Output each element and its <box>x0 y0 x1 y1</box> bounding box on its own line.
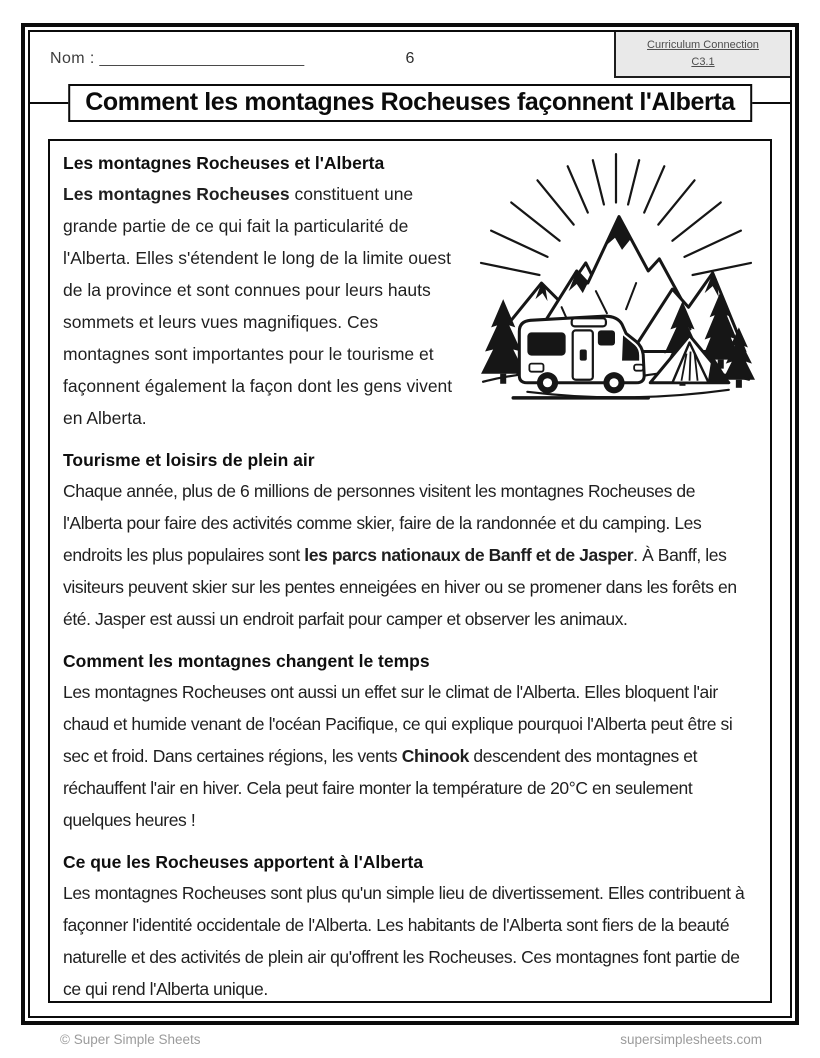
text-segment: Les montagnes Rocheuses ont aussi un effet sur le climat de l'Alberta. Elles bloquent l'air chaud et humide venant de l'océan Pacifique, ce qui explique pourquoi l'Alberta peut être si sec et froid. Dans certaines régions, les vents <box>63 682 733 766</box>
worksheet-page <box>21 23 799 1025</box>
footer-copyright: © Super Simple Sheets <box>60 1032 201 1047</box>
text-segment: descendent des montagnes et réchauffent l'air en hiver. Cela peut faire monter la température de 20°C en seulement quelques heures ! <box>63 746 698 830</box>
name-blank-line[interactable]: _______________________ <box>99 50 305 67</box>
title-row <box>30 84 790 124</box>
page-title: Comment les montagnes Rocheuses façonnent l'Alberta <box>68 84 752 122</box>
section-body-apport <box>63 877 757 1003</box>
text-segment: Les montagnes Rocheuses <box>63 184 290 204</box>
page-footer <box>60 1032 762 1047</box>
section-body-temps <box>63 676 757 836</box>
page-number: 6 <box>405 50 415 67</box>
name-label: Nom : <box>50 50 95 67</box>
curriculum-code: C3.1 <box>691 55 715 68</box>
worksheet-page-inner <box>28 30 792 1018</box>
section-body-tourisme <box>63 475 757 635</box>
curriculum-connection-label: Curriculum Connection <box>647 39 759 51</box>
text-segment: constituent une grande partie de ce qui fait la particularité de l'Alberta. Elles s'étendent le long de la limite ouest de la province et sont connues pour leurs hauts sommets et leurs vues magnifiques. Ces montagnes sont importantes pour le tourisme et façonnent également la façon dont les gens vivent en Alberta. <box>63 184 453 428</box>
section-heading-temps: Comment les montagnes changent le temps <box>63 651 430 671</box>
text-segment: les parcs nationaux de Banff et de Jasper <box>304 545 634 565</box>
mountain-camping-illustration-svg <box>475 150 757 402</box>
section-heading-rocheuses-alberta: Les montagnes Rocheuses et l'Alberta <box>63 153 385 173</box>
text-segment: Les montagnes Rocheuses sont plus qu'un simple lieu de divertissement. Elles contribuent à façonner l'identité occidentale de l'Alberta. Les habitants de l'Alberta sont fiers de la beauté naturelle et des activités de plein air qu'offrent les Rocheuses. Ces montagnes font partie de ce qui rend l'Alberta unique. <box>63 883 745 999</box>
article-box <box>48 139 772 1003</box>
camping-illustration <box>475 150 757 464</box>
text-segment: Chinook <box>401 746 469 766</box>
section-heading-apport: Ce que les Rocheuses apportent à l'Alberta <box>63 852 424 872</box>
text-segment: . À Banff, les visiteurs peuvent skier sur les pentes enneigées en hiver ou se promener dans les forêts en été. Jasper est aussi un endroit parfait pour camper et observer les animaux. <box>63 545 737 629</box>
curriculum-connection-box <box>614 32 790 78</box>
text-segment: Chaque année, plus de 6 millions de personnes visitent les montagnes Rocheuses de l'Alberta pour faire des activités comme skier, faire de la randonnée et du camping. Les endroits les plus populaires sont <box>63 481 702 565</box>
section-heading-tourisme: Tourisme et loisirs de plein air <box>63 450 315 470</box>
footer-website-link[interactable]: supersimplesheets.com <box>620 1032 762 1047</box>
